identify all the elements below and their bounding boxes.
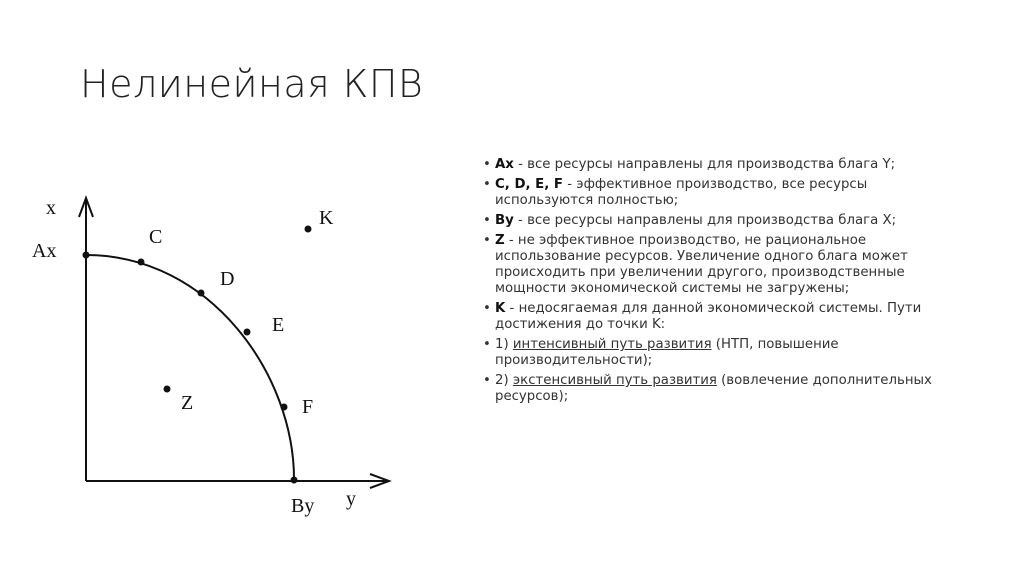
- intercept-ax-label: Ax: [32, 240, 57, 262]
- bullet-dot: •: [483, 177, 491, 192]
- bullet-dot: •: [483, 337, 491, 352]
- point-by: [291, 477, 298, 484]
- bullet-text: - не эффективное производство, не рациональное использование ресурсов. Увеличение одного блага может происходить при увеличении другого, производственные мощности экономической системы не загружены;: [495, 233, 908, 296]
- bullet-item-extensive: [483, 373, 953, 405]
- bullet-dot: •: [483, 373, 491, 388]
- ppf-diagram: [0, 0, 420, 576]
- point-f-label: F: [302, 396, 314, 418]
- axis-x-label: x: [46, 197, 56, 219]
- point-d-label: D: [220, 268, 235, 290]
- bullet-item-z: [483, 233, 953, 297]
- point-f: [281, 404, 288, 411]
- bullet-dot: •: [483, 301, 491, 316]
- bullet-text: (НТП, повышение производительности);: [495, 337, 839, 368]
- bullet-term: By: [495, 213, 514, 228]
- slide-title: Нелинейная КПВ: [80, 62, 424, 106]
- bullet-text: - эффективное производство, все ресурсы используются полностью;: [495, 177, 868, 208]
- point-z: [164, 386, 171, 393]
- bullet-term: C, D, E, F: [495, 177, 564, 192]
- bullet-text: (вовлечение дополнительных ресурсов);: [495, 373, 932, 404]
- bullet-item-intensive: [483, 337, 953, 369]
- bullet-item-cdef: [483, 177, 953, 209]
- bullet-item-k: [483, 301, 953, 333]
- bullet-term: Ax: [495, 157, 514, 172]
- bullet-prefix: 2): [495, 373, 513, 388]
- ppf-curve: [86, 255, 294, 481]
- intercept-by-label: By: [291, 495, 315, 517]
- bullet-text: - все ресурсы направлены для производства блага Y;: [513, 157, 896, 172]
- bullet-text: - недосягаемая для данной экономической системы. Пути достижения до точки K:: [495, 301, 922, 332]
- bullet-item-by: [483, 213, 953, 229]
- bullet-term: Z: [495, 233, 505, 248]
- point-d: [198, 290, 205, 297]
- bullet-dot: •: [483, 213, 491, 228]
- point-e: [244, 329, 251, 336]
- bullet-item-ax: [483, 157, 953, 173]
- point-ax: [83, 252, 90, 259]
- axis-y-label: y: [346, 488, 356, 510]
- point-k-label: K: [319, 207, 334, 229]
- legend-bullet-list: [483, 157, 953, 409]
- bullet-dot: •: [483, 157, 491, 172]
- point-c: [138, 259, 145, 266]
- point-k: [305, 226, 312, 233]
- bullet-underlined-term: экстенсивный путь развития: [512, 373, 717, 388]
- point-z-label: Z: [181, 392, 194, 414]
- bullet-underlined-term: интенсивный путь развития: [512, 337, 712, 352]
- point-e-label: E: [272, 314, 285, 336]
- point-c-label: C: [149, 226, 163, 248]
- bullet-text: - все ресурсы направлены для производства блага X;: [513, 213, 897, 228]
- bullet-dot: •: [483, 233, 491, 248]
- bullet-prefix: 1): [495, 337, 513, 352]
- bullet-term: K: [495, 301, 506, 316]
